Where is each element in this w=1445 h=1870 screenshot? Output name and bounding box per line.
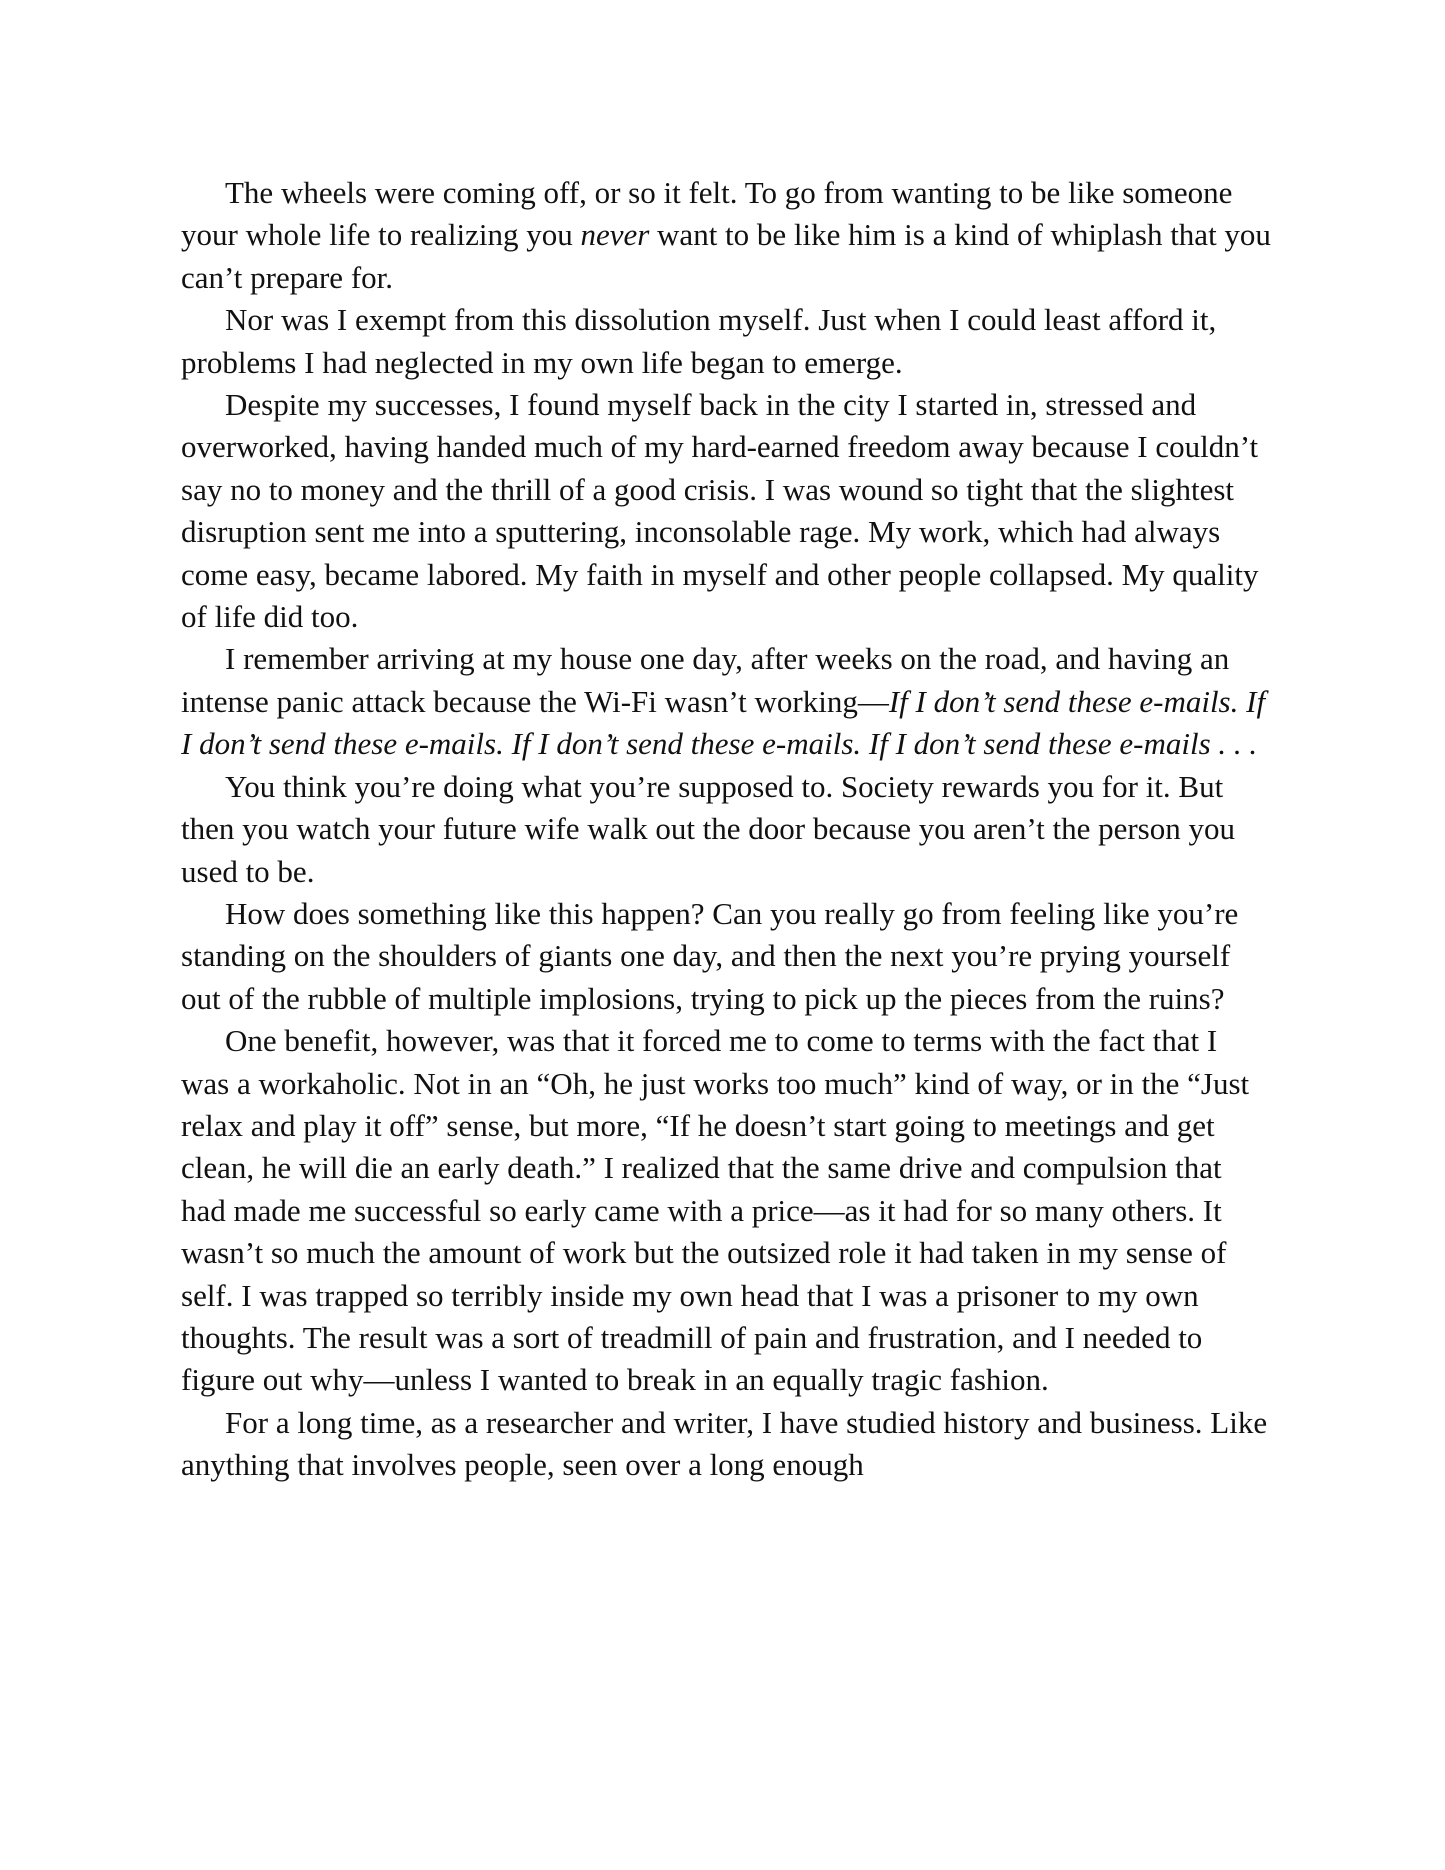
paragraph — [181, 893, 1271, 1020]
paragraph-text: Nor was I exempt from this dissolution myself. Just when I could least afford it, problems I had neglected in my own life began to emerge. — [181, 302, 1217, 380]
paragraph — [181, 172, 1271, 299]
paragraph-text: I remember arriving at my house one day, after weeks on the road, and having an intense panic attack because the Wi-Fi wasn’t working— — [181, 641, 1230, 719]
paragraph-text: want to be like him is a kind of whiplash that you can’t prepare for. — [181, 217, 1271, 295]
book-page-body — [181, 172, 1271, 1487]
paragraph-text: How does something like this happen? Can you really go from feeling like you’re standing on the shoulders of giants one day, and then the next you’re prying yourself out of the rubble of multiple implosions, trying to pick up the pieces from the ruins? — [181, 895, 1239, 1016]
paragraph — [181, 384, 1271, 638]
paragraph — [181, 1402, 1271, 1487]
emphasis-text: never — [580, 217, 650, 253]
paragraph — [181, 638, 1271, 765]
paragraph — [181, 1020, 1271, 1402]
paragraph — [181, 766, 1271, 893]
paragraph-text: You think you’re doing what you’re supposed to. Society rewards you for it. But then you watch your future wife walk out the door because you aren’t the person you used to be. — [181, 768, 1235, 889]
paragraph-text: Despite my successes, I found myself back in the city I started in, stressed and overworked, having handed much of my hard-earned freedom away because I couldn’t say no to money and the thrill of a good crisis. I was wound so tight that the slightest disruption sent me into a sputtering, inconsolable rage. My work, which had always come easy, became labored. My faith in myself and other people collapsed. My quality of life did too. — [181, 387, 1259, 635]
paragraph — [181, 299, 1271, 384]
paragraph-text: For a long time, as a researcher and writer, I have studied history and business. Like anything that involves people, seen over a long enough — [181, 1404, 1268, 1483]
paragraph-text: One benefit, however, was that it forced me to come to terms with the fact that I was a workaholic. Not in an “Oh, he just works too much” kind of way, or in the “Just relax and play it off” sense, but more, “If he doesn’t start going to meetings and get clean, he will die an early death.” I realized that the same drive and compulsion that had made me successful so early came with a price—as it had for so many others. It wasn’t so much the amount of work but the outsized role it had taken in my sense of self. I was trapped so terribly inside my own head that I was a prisoner to my own thoughts. The result was a sort of treadmill of pain and frustration, and I needed to figure out why—unless I wanted to break in an equally tragic fashion. — [181, 1023, 1250, 1398]
paragraph-text: The wheels were coming off, or so it felt. To go from wanting to be like someone your whole life to realizing you — [181, 175, 1233, 253]
emphasis-text: If I don’t send these e-mails. If I don’t send these e-mails. If I don’t send these e-mails. If I don’t send these e-mails . . . — [181, 683, 1266, 762]
